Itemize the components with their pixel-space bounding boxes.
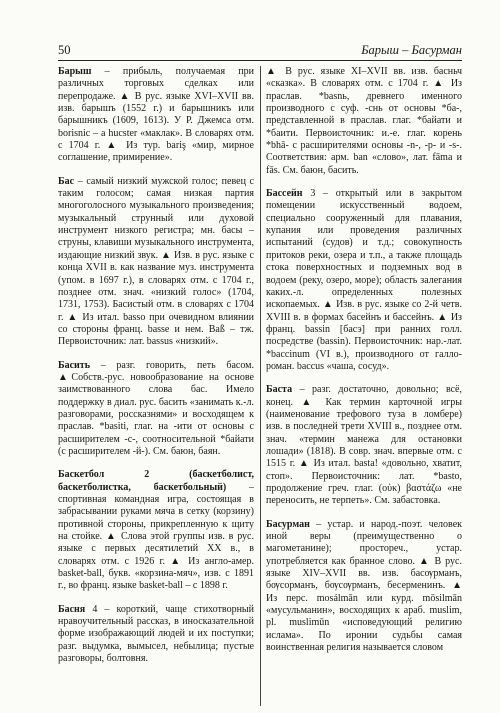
- dictionary-entry: [266, 519, 462, 655]
- dictionary-entry: [58, 176, 254, 349]
- headword: Баскетбол 2 (баскетболист, баскетболистка, баскетбольный): [58, 469, 254, 493]
- headword: Баста: [266, 384, 293, 396]
- headword: Басня: [58, 603, 86, 615]
- entry-text: – спортивная командная игра, состоящая в забрасывании руками мяча в сетку (корзину) противной стороны, прикрепленную к щиту на стойке. ▲ Слова этой группы изв. в рус. языке с первых десятилетий XX в., в словарях отм. с 1926 г. ▲ Из англо-амер. basket-ball, букв. «корзина-мяч», изв. с 1891 г., во франц. языке basket-ball – с 1898 г.: [58, 481, 254, 592]
- entry-text: – прибыль, получаемая при различных торговых сделках или перепродаже. ▲ В рус. языке XVI–XVII вв. изв. барышъ (1552 г.) и барышникъ или барышникъ (1609, 1613). У Р. Джемса отм. borisnic – a hucster «маклак». В словарях отм. с 1704 г. ▲ Из тур. bariş «мир, мирное соглашение, примирение».: [58, 66, 254, 164]
- entry-text: 4 – короткий, чаще стихотворный нравоучительный рассказ, в иносказательной форме изображающий людей и их поступки; разг. выдумка, вымысел, небылица; пустые разговоры, болтовня.: [58, 603, 254, 665]
- dictionary-entry-continued: [266, 66, 462, 177]
- dictionary-entry: [58, 604, 254, 666]
- left-column: [58, 66, 254, 706]
- dictionary-entry: [58, 360, 254, 459]
- entry-text: – устар. и народ.-поэт. человек иной веры (преимущественно о магометанине); простореч., устар. употребляется как бранное слово. ▲ В рус. языке XIV–XVII вв. изв. басѹрманъ, бѹсорманъ, бѹсѹрманъ, бесерменинъ. ▲ Из перс. mosálmān или курд. mōsilmān «мусульманин», восходящих к араб. muslim, pl. muslimūn «исповедующий религию ислама». По иронии судьбы самая воинственная религия называется словом: [266, 518, 462, 654]
- right-column: [266, 66, 462, 706]
- column-divider: [260, 66, 261, 706]
- entry-text: – разг. достаточно, довольно; всё, конец. ▲ Как термин карточной игры (наименование трефового туза в ломбере) изв. в последней трети XVIII в., позднее отм. знач. «термин манежа для остановки лошади» (1818). В совр. знач. впервые отм. с 1515 г. ▲ Из итал. basta! «довольно, хватит, стоп». Первоисточник: лат. *basto, продолжение греч. глаг. (οὐκ) βαστάζω «не переносить, не терпеть». См. забастовка.: [266, 384, 462, 507]
- headword: Барыш: [58, 66, 92, 77]
- dictionary-entry: [266, 188, 462, 373]
- headword: Басить: [58, 359, 91, 371]
- dictionary-entry: [266, 384, 462, 507]
- headword: Бас: [58, 175, 75, 187]
- headword: Басурман: [266, 518, 310, 530]
- page-number: 50: [58, 43, 71, 57]
- headword: Бассейн: [266, 188, 303, 200]
- entry-text: – разг. говорить, петь басом. ▲Собств.-рус. новообразование на основе заимствованного слова бас. Имело поддержку в диал. рус. басить «занимать к.-л. разговорами, россказнями» и восходящем к праслав. *basiti, глаг. на -ити от основы с расширителем -с-, соотносительной *байати (с расширителем -й-). См. баюн, баян.: [58, 359, 254, 457]
- dictionary-entry: [58, 469, 254, 592]
- entry-text: – самый низкий мужской голос; певец с таким голосом; самая низкая партия многоголосного музыкального произведения; музыкальный струнный или духовой инструмент низкого регистра; мн. басы – струны, клавиши музыкального инструмента, издающие низкий звук. ▲ Изв. в рус. языке с конца XVII в. как название муз. инструмента (упом. в 1697 г.), в словарях отм. с 1704 г., позднее отм. знач. «низкий голос» (1704, 1731, 1753). Басистый отм. в словарях с 1704 г. ▲ Из итал. basso при очевидном влиянии со стороны франц. basse и нем. Baß – тж. Первоисточник: лат. bassus «низкий».: [58, 175, 254, 348]
- entry-text: 3 – открытый или в закрытом помещении искусственный водоем, специально сооруженный для плавания, купания или проведения различных испытаний (судов) и т.д.; совокупность притоков реки, озера и т.п., а также площадь стока поверхностных и подземных вод в водоем (реку, озеро, море); область залегания каких.-л. определенных полезных ископаемых. ▲ Изв. в рус. языке со 2-й четв. XVIII в. в формах басейнъ и бассейнъ. ▲ Из франц. bassin [басэ] при ранних голл. посредстве (bassin). Первоисточник: нар.-лат. *baccinum (VI в.), производного от галло-роман. baccus «чаша, сосуд».: [266, 188, 462, 372]
- dictionary-entry: [58, 66, 254, 165]
- entry-text: ▲ В рус. языке XI–XVII вв. изв. басньч «сказка». В словарях отм. с 1704 г. ▲ Из праслав. *basnь, древнего именного производного с суф. -снь от основы *ба-, представленной в праслав. глаг. *байати и *бaити. Первоисточник: и.-е. глаг. корень *bhā- с расширителями основы -n-, -p- и -s-. Соответствия: арм. ban «слово», лат. fāma и fās. См. баюн, басить.: [266, 66, 462, 176]
- running-title: Барыш – Басурман: [361, 43, 462, 57]
- running-header: [58, 38, 462, 61]
